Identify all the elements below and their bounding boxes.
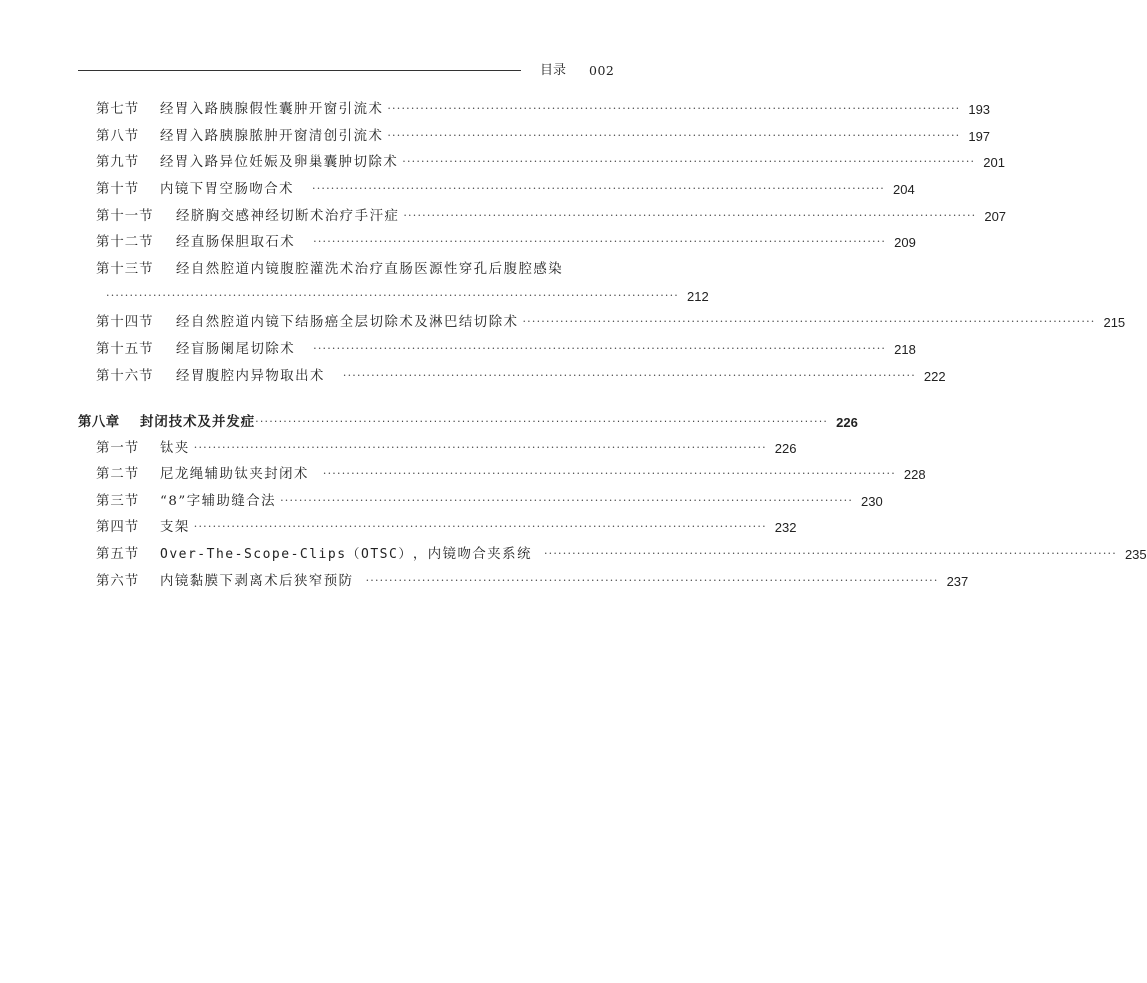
toc-entry[interactable]	[96, 542, 1147, 562]
page-number: 228	[903, 467, 926, 482]
page-number: 197	[968, 129, 991, 144]
section-title: 内镜下胃空肠吻合术	[160, 182, 295, 197]
toc-entry[interactable]	[96, 337, 916, 357]
section-number: 第五节	[96, 547, 140, 562]
toc-entry[interactable]	[96, 364, 946, 384]
toc-entry[interactable]	[96, 230, 916, 250]
leader-dots: ··························································································································	[313, 342, 887, 355]
leader-dots: ··························································································································	[280, 494, 854, 507]
section-number: 第二节	[96, 467, 140, 482]
toc-entry[interactable]	[96, 124, 991, 144]
section-number: 第三节	[96, 494, 140, 509]
toc-entry[interactable]	[96, 569, 969, 589]
toc-entry[interactable]	[96, 150, 1005, 170]
section-number: 第十节	[96, 182, 140, 197]
leader-dots: ··························································································································	[522, 315, 1096, 328]
leader-dots: ··························································································································	[106, 289, 679, 302]
page-number: 222	[923, 369, 946, 384]
page-number: 204	[893, 182, 915, 197]
leader-dots: ··························································································································	[365, 574, 939, 587]
toc-entry[interactable]	[96, 515, 797, 535]
chapter-title: 封闭技术及并发症	[140, 415, 256, 430]
section-number: 第七节	[96, 102, 140, 117]
toc-entry[interactable]	[96, 310, 1126, 330]
section-title: 经盲肠阑尾切除术	[176, 342, 296, 357]
running-header	[78, 60, 615, 82]
section-number: 第六节	[96, 574, 140, 589]
section-number: 第十四节	[96, 315, 154, 330]
page-number: 212	[686, 289, 709, 304]
leader-dots: ··························································································································	[543, 547, 1117, 560]
section-number: 第十三节	[96, 262, 154, 277]
section-number: 第十二节	[96, 235, 154, 250]
section-title: 尼龙绳辅助钛夹封闭术	[160, 467, 309, 482]
toc-chapter-entry[interactable]	[78, 410, 858, 430]
section-title: 支架	[160, 520, 190, 535]
leader-dots: ··························································································································	[387, 102, 961, 115]
leader-dots: ··························································································································	[402, 155, 976, 168]
section-title: 经自然腔道内镜腹腔灌洗术治疗直肠医源性穿孔后腹腔感染	[176, 262, 564, 277]
page-number: 235	[1124, 547, 1147, 562]
page-number: 226	[774, 441, 797, 456]
section-title: “8”字辅助缝合法	[160, 494, 277, 509]
leader-dots: ··························································································································	[312, 182, 885, 195]
leader-dots: ··························································································································	[313, 235, 887, 248]
section-number: 第一节	[96, 441, 140, 456]
toc-entry-continuation[interactable]	[106, 284, 709, 304]
section-title: 经自然腔道内镜下结肠癌全层切除术及淋巴结切除术	[176, 315, 519, 330]
header-title: 目录	[540, 63, 567, 78]
page-number: 207	[984, 209, 1007, 224]
section-number: 第八节	[96, 129, 140, 144]
toc-entry[interactable]	[96, 257, 610, 277]
page-number: 230	[861, 494, 883, 509]
section-number: 第十五节	[96, 342, 154, 357]
page-number: 226	[836, 415, 858, 430]
leader-dots: ··························································································································	[342, 369, 916, 382]
leader-dots: ··························································································································	[193, 520, 767, 533]
leader-dots: ··························································································································	[403, 209, 977, 222]
toc-entry[interactable]	[96, 97, 991, 117]
page-number: 209	[894, 235, 916, 250]
section-title: 经胃入路异位妊娠及卵巢囊肿切除术	[160, 155, 399, 170]
section-title: 经胃腹腔内异物取出术	[176, 369, 325, 384]
toc-entry[interactable]	[96, 204, 1007, 224]
toc-entry[interactable]	[96, 436, 797, 456]
section-title: ，内镜吻合夹系统	[412, 547, 532, 562]
leader-dots: ··························································································································	[322, 467, 896, 480]
section-title: 经胃入路胰腺假性囊肿开窗引流术	[160, 102, 384, 117]
toc-entry[interactable]	[96, 489, 883, 509]
section-title: 经胃入路胰腺脓肿开窗清创引流术	[160, 129, 384, 144]
header-page-number: 002	[589, 63, 615, 78]
chapter-number: 第八章	[78, 415, 120, 430]
header-rule	[78, 70, 521, 71]
page-number: 237	[946, 574, 969, 589]
page-number: 218	[894, 342, 916, 357]
toc-entry[interactable]	[96, 177, 915, 197]
section-number: 第十一节	[96, 209, 154, 224]
page-number: 193	[968, 102, 991, 117]
section-title: 经直肠保胆取石术	[176, 235, 296, 250]
toc-entry[interactable]	[96, 462, 926, 482]
section-title-latin: Over-The-Scope-Clips（OTSC）	[160, 547, 413, 562]
section-title: 钛夹	[160, 441, 190, 456]
leader-dots: ··························································································································	[255, 415, 829, 428]
section-number: 第九节	[96, 155, 140, 170]
leader-dots: ··························································································································	[193, 441, 767, 454]
section-title: 经脐胸交感神经切断术治疗手汗症	[176, 209, 400, 224]
section-number: 第四节	[96, 520, 140, 535]
leader-dots: ··························································································································	[387, 129, 961, 142]
section-number: 第十六节	[96, 369, 154, 384]
page-number: 201	[983, 155, 1005, 170]
section-title: 内镜黏膜下剥离术后狭窄预防	[160, 574, 354, 589]
page-number: 232	[774, 520, 797, 535]
page-number: 215	[1103, 315, 1126, 330]
